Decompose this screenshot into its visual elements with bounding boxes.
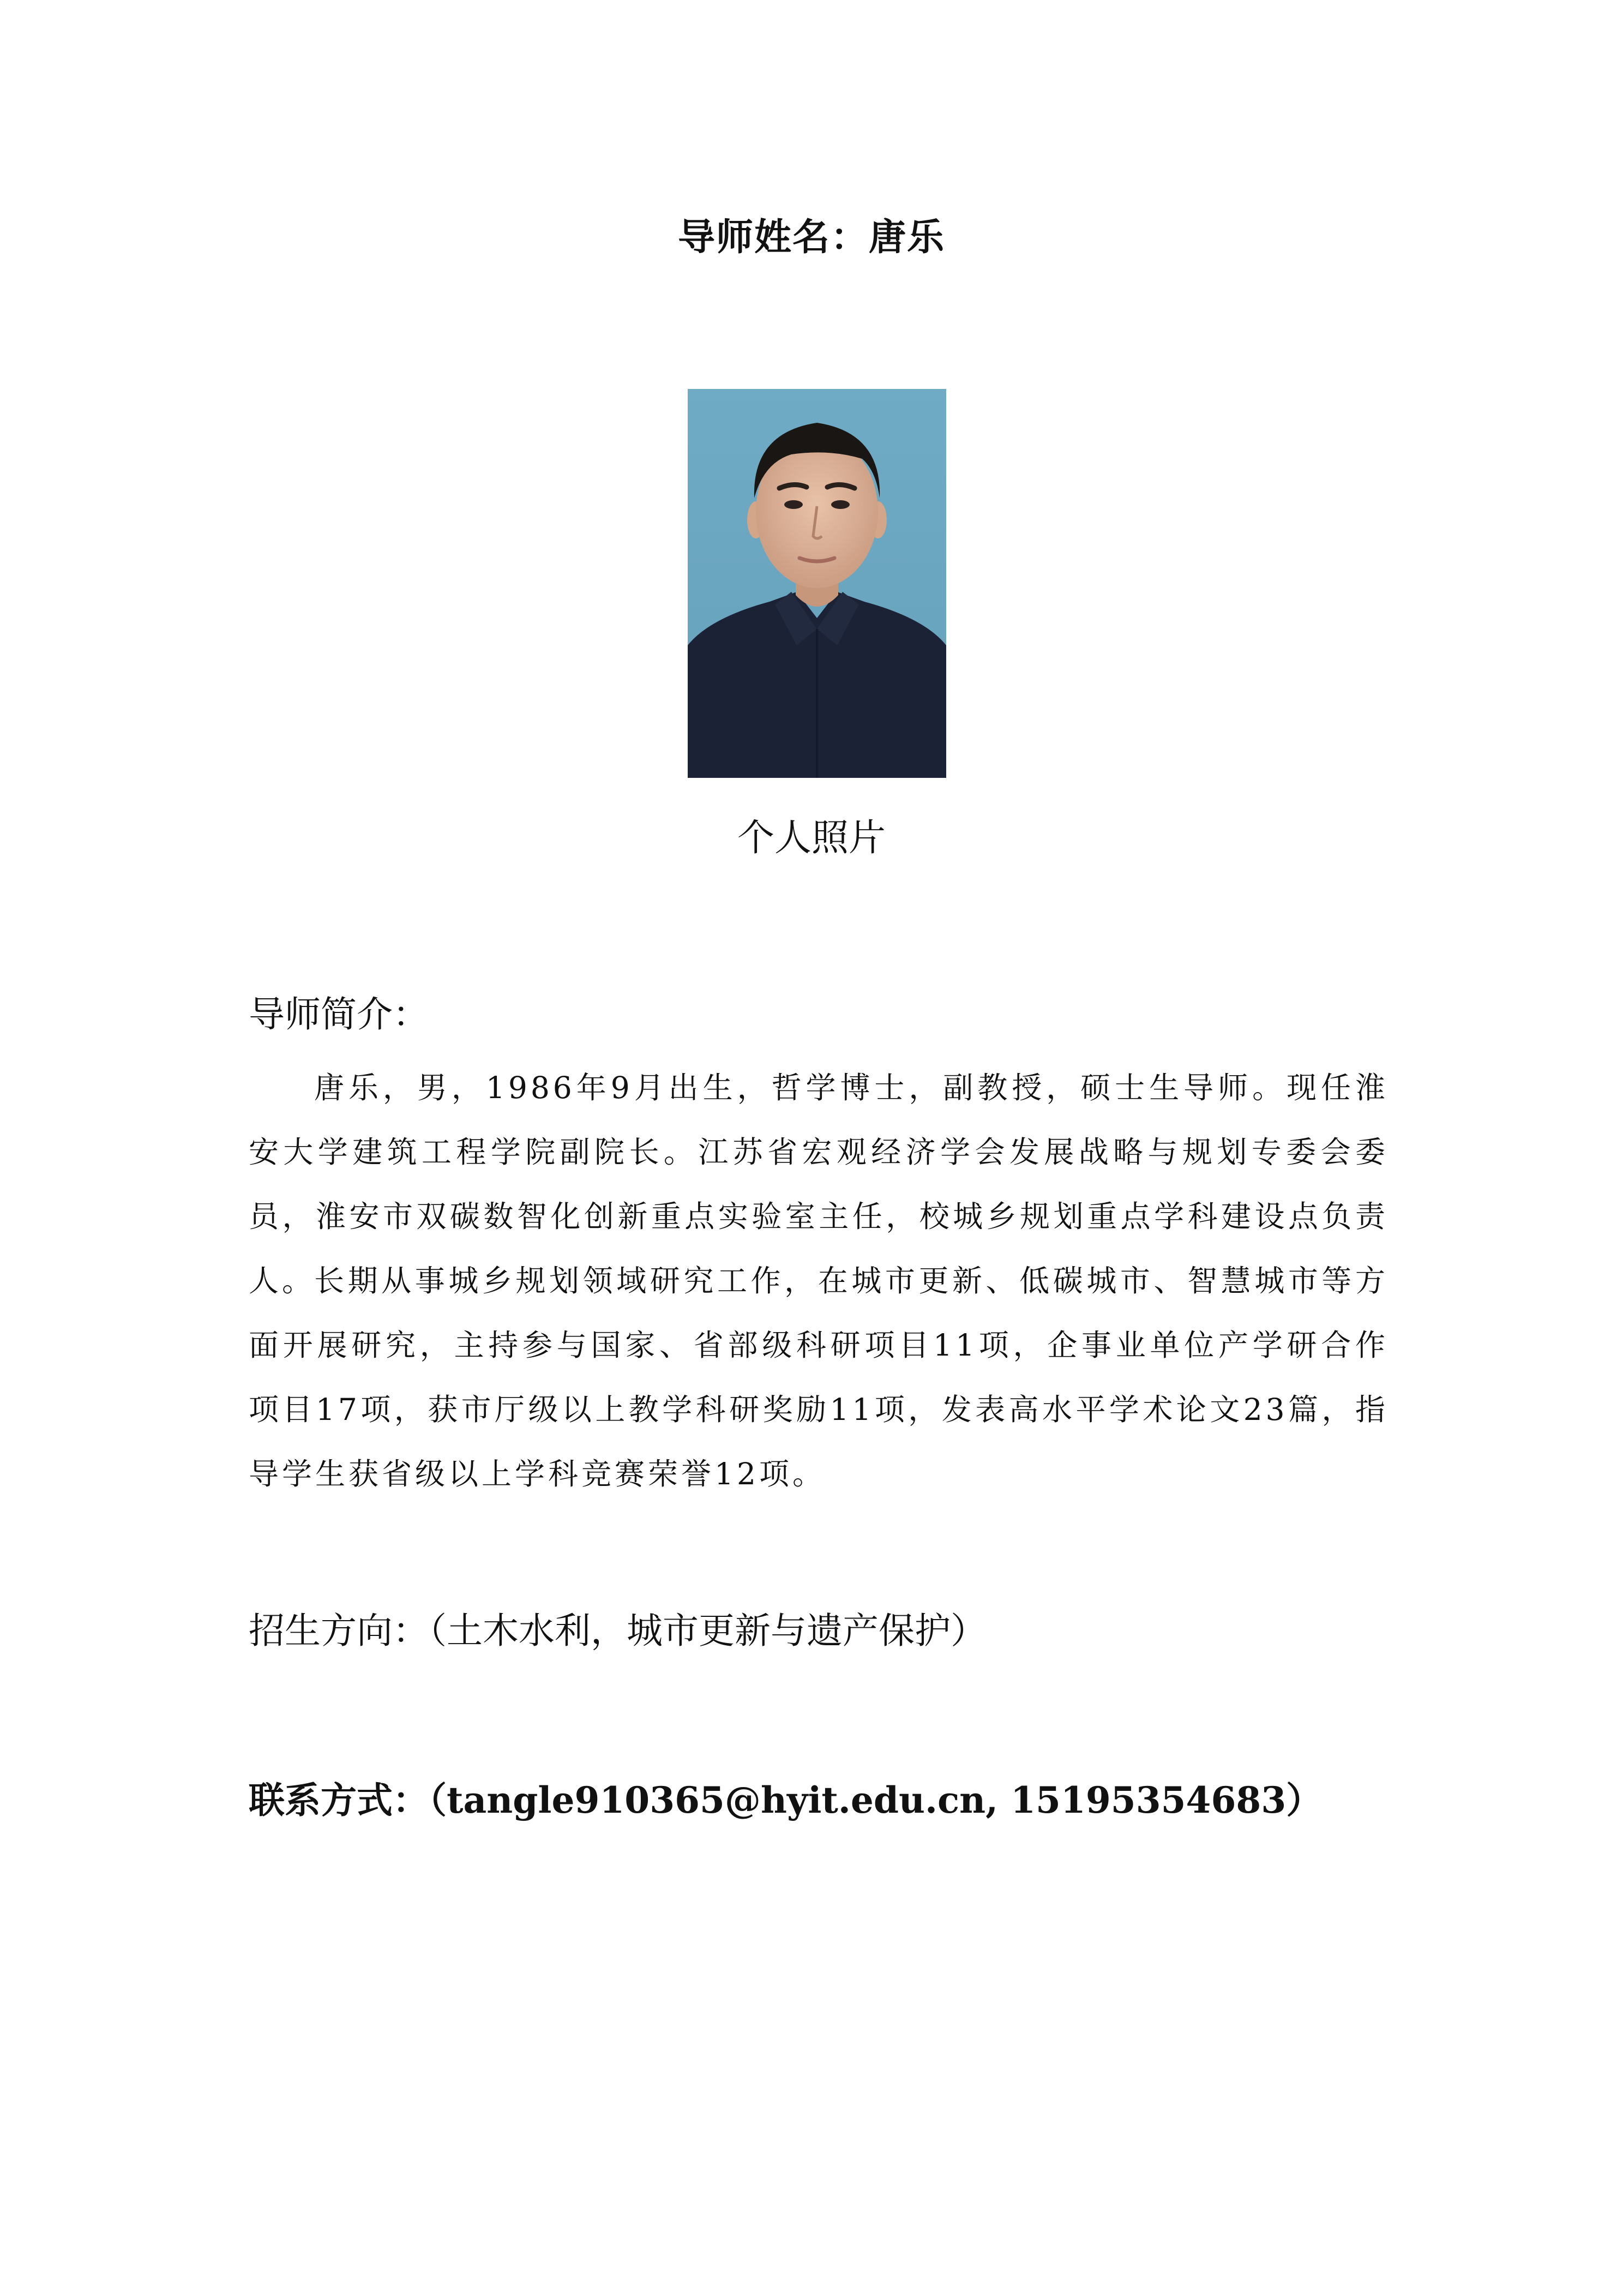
photo-caption: 个人照片 bbox=[737, 817, 886, 860]
introduction-paragraph: 唐乐，男，1986年9月出生，哲学博士，副教授，硕士生导师。现任淮安大学建筑工程学院副院长。江苏省宏观经济学会发展战略与规划专委会委员，淮安市双碳数智化创新重点实验室主任，校城乡规划重点学科建设点负责人。 bbox=[249, 1070, 1388, 1298]
introduction-heading: 导师简介： bbox=[249, 993, 429, 1035]
enrollment-directions: 招生方向：（土木水利，城市更新与遗产保护） bbox=[249, 1610, 987, 1652]
page-title: 导师姓名：唐乐 bbox=[677, 215, 945, 259]
portrait-photo bbox=[688, 389, 946, 778]
contact-info: 联系方式：（tangle910365@hyit.edu.cn, 15195354683） bbox=[249, 1779, 1323, 1821]
introduction-paragraph: 长期从事城乡规划领域研究工作，在城市更新、低碳城市、智慧城市等方面开展研究，主持参与国家、省部级科研项目11项，企事业单位产学研合作项目17项，获市厅级以上教学科研奖励11项，发表高水平学术论文23篇，指导学生获省级以上学科竞赛荣誉12项。 bbox=[249, 1263, 1388, 1491]
